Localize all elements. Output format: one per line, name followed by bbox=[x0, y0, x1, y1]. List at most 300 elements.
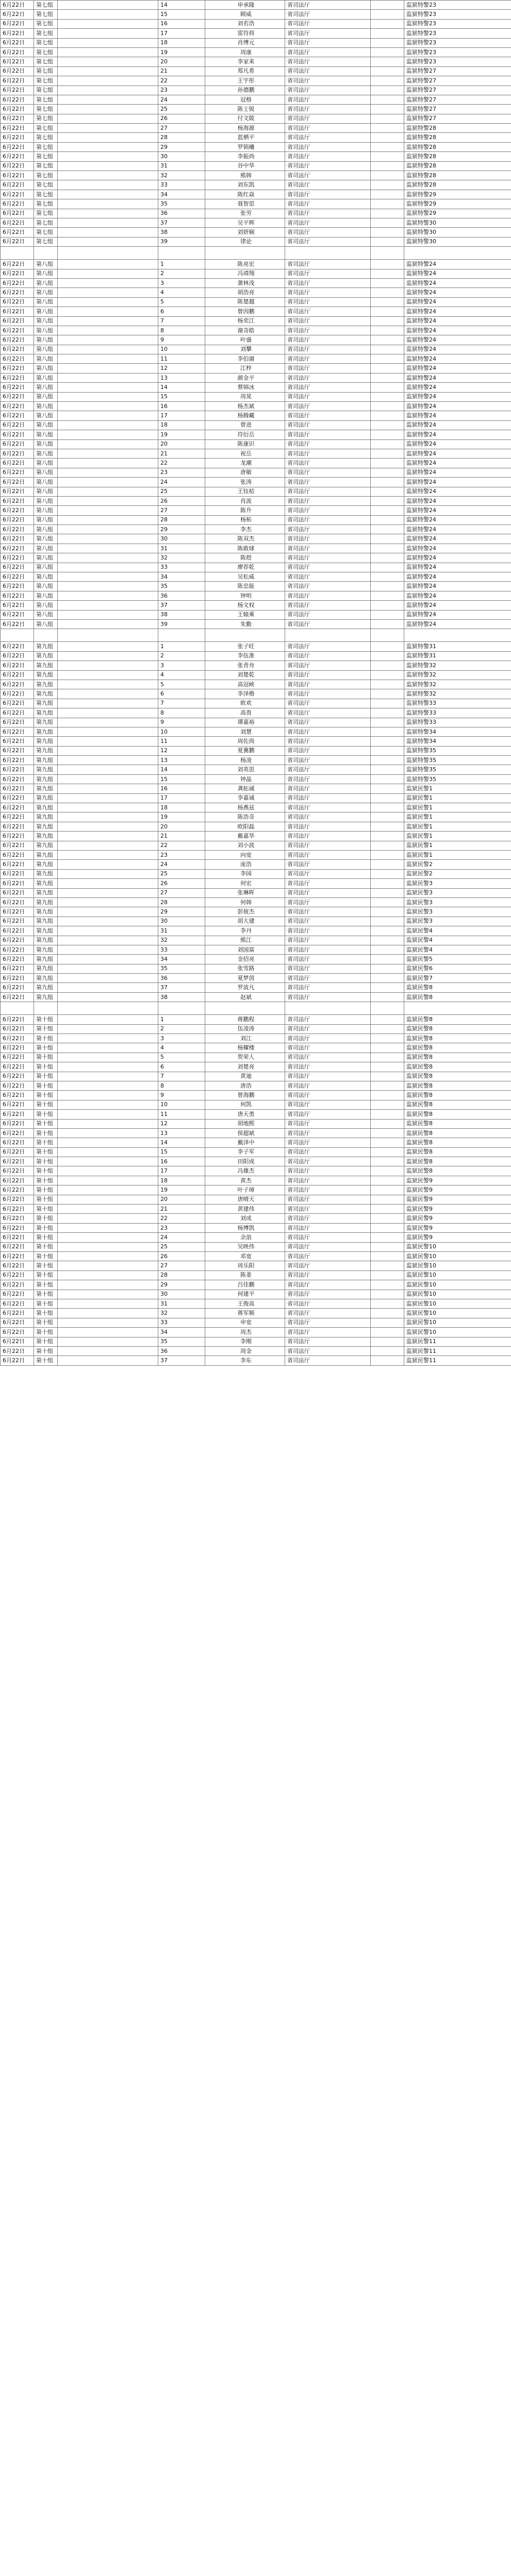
blank-cell bbox=[58, 478, 158, 487]
seat-number-cell: 24 bbox=[158, 95, 205, 104]
separator-cell bbox=[158, 629, 205, 642]
blank-cell bbox=[371, 784, 404, 793]
department-cell: 省司法厅 bbox=[285, 468, 371, 477]
group-cell: 第八组 bbox=[34, 525, 58, 534]
seat-number-cell: 13 bbox=[158, 373, 205, 382]
blank-cell bbox=[58, 572, 158, 582]
blank-cell bbox=[58, 1223, 158, 1232]
group-cell: 第九组 bbox=[34, 860, 58, 869]
seat-number-cell: 23 bbox=[158, 1223, 205, 1232]
blank-cell bbox=[58, 468, 158, 477]
department-cell: 省司法厅 bbox=[285, 534, 371, 544]
table-row bbox=[1, 563, 511, 572]
group-cell: 第七组 bbox=[34, 66, 58, 76]
person-name-cell: 刘东凯 bbox=[205, 180, 285, 190]
blank-cell bbox=[58, 1043, 158, 1053]
group-cell: 第九组 bbox=[34, 832, 58, 841]
blank-cell bbox=[371, 765, 404, 774]
table-row bbox=[1, 832, 511, 841]
department-cell: 省司法厅 bbox=[285, 661, 371, 670]
group-separator-row bbox=[1, 247, 511, 260]
date-cell: 6月22日 bbox=[1, 718, 34, 727]
person-name-cell: 刘小波 bbox=[205, 841, 285, 850]
table-row bbox=[1, 841, 511, 850]
group-cell: 第十组 bbox=[34, 1309, 58, 1318]
seat-number-cell: 23 bbox=[158, 850, 205, 859]
blank-cell bbox=[58, 335, 158, 345]
seat-number-cell: 12 bbox=[158, 364, 205, 373]
person-name-cell: 龙潮 bbox=[205, 459, 285, 468]
department-cell: 省司法厅 bbox=[285, 1043, 371, 1053]
group-cell: 第九组 bbox=[34, 737, 58, 746]
table-row bbox=[1, 553, 511, 563]
blank-cell bbox=[371, 297, 404, 307]
person-name-cell: 夏梦茵 bbox=[205, 974, 285, 983]
date-cell: 6月22日 bbox=[1, 1205, 34, 1214]
blank-cell bbox=[58, 1270, 158, 1280]
position-cell: 监狱特警23 bbox=[404, 47, 511, 57]
department-cell: 省司法厅 bbox=[285, 124, 371, 133]
table-row bbox=[1, 29, 511, 38]
table-row bbox=[1, 1072, 511, 1081]
date-cell: 6月22日 bbox=[1, 850, 34, 859]
position-cell: 监狱特警29 bbox=[404, 190, 511, 199]
seat-number-cell: 30 bbox=[158, 1290, 205, 1299]
person-name-cell: 吴平辉 bbox=[205, 218, 285, 227]
position-cell: 监狱特警24 bbox=[404, 610, 511, 619]
date-cell: 6月22日 bbox=[1, 1062, 34, 1072]
date-cell: 6月22日 bbox=[1, 1053, 34, 1062]
date-cell: 6月22日 bbox=[1, 307, 34, 316]
group-cell: 第九组 bbox=[34, 651, 58, 660]
position-cell: 监狱民警3 bbox=[404, 907, 511, 917]
date-cell: 6月22日 bbox=[1, 737, 34, 746]
blank-cell bbox=[58, 803, 158, 812]
blank-cell bbox=[371, 572, 404, 582]
department-cell: 省司法厅 bbox=[285, 1318, 371, 1327]
table-row bbox=[1, 199, 511, 209]
seat-number-cell: 27 bbox=[158, 888, 205, 897]
date-cell: 6月22日 bbox=[1, 670, 34, 680]
department-cell: 省司法厅 bbox=[285, 316, 371, 326]
table-row bbox=[1, 411, 511, 420]
table-row bbox=[1, 1318, 511, 1327]
group-cell: 第十组 bbox=[34, 1242, 58, 1251]
seat-number-cell: 13 bbox=[158, 756, 205, 765]
person-name-cell: 欧欢 bbox=[205, 699, 285, 708]
department-cell: 省司法厅 bbox=[285, 1205, 371, 1214]
seat-number-cell: 22 bbox=[158, 76, 205, 86]
date-cell: 6月22日 bbox=[1, 689, 34, 699]
person-name-cell: 陈煜 bbox=[205, 553, 285, 563]
date-cell: 6月22日 bbox=[1, 1346, 34, 1355]
department-cell: 省司法厅 bbox=[285, 591, 371, 600]
table-row bbox=[1, 10, 511, 19]
blank-cell bbox=[58, 1356, 158, 1365]
blank-cell bbox=[58, 774, 158, 784]
seat-number-cell: 14 bbox=[158, 765, 205, 774]
department-cell: 省司法厅 bbox=[285, 936, 371, 945]
table-row bbox=[1, 430, 511, 439]
table-row bbox=[1, 1100, 511, 1109]
blank-cell bbox=[371, 1015, 404, 1024]
blank-cell bbox=[371, 936, 404, 945]
person-name-cell: 彭彼杰 bbox=[205, 907, 285, 917]
department-cell: 省司法厅 bbox=[285, 718, 371, 727]
seat-number-cell: 25 bbox=[158, 1242, 205, 1251]
blank-cell bbox=[371, 1072, 404, 1081]
seat-number-cell: 1 bbox=[158, 642, 205, 651]
person-name-cell: 杨燕兹 bbox=[205, 803, 285, 812]
separator-cell bbox=[371, 1002, 404, 1015]
person-name-cell: 冯雄杰 bbox=[205, 1166, 285, 1176]
position-cell: 监狱民警5 bbox=[404, 955, 511, 964]
department-cell: 省司法厅 bbox=[285, 1176, 371, 1185]
seat-number-cell: 33 bbox=[158, 180, 205, 190]
group-cell: 第九组 bbox=[34, 699, 58, 708]
group-cell: 第八组 bbox=[34, 307, 58, 316]
blank-cell bbox=[371, 1356, 404, 1365]
blank-cell bbox=[58, 897, 158, 907]
seat-number-cell: 4 bbox=[158, 670, 205, 680]
seat-number-cell: 30 bbox=[158, 152, 205, 161]
person-name-cell: 陈升 bbox=[205, 506, 285, 515]
blank-cell bbox=[58, 582, 158, 591]
blank-cell bbox=[58, 1, 158, 10]
blank-cell bbox=[58, 699, 158, 708]
blank-cell bbox=[371, 180, 404, 190]
person-name-cell: 曾进 bbox=[205, 420, 285, 430]
table-row bbox=[1, 897, 511, 907]
department-cell: 省司法厅 bbox=[285, 841, 371, 850]
date-cell: 6月22日 bbox=[1, 161, 34, 171]
blank-cell bbox=[371, 670, 404, 680]
blank-cell bbox=[371, 708, 404, 718]
table-row bbox=[1, 260, 511, 269]
date-cell: 6月22日 bbox=[1, 1318, 34, 1327]
date-cell: 6月22日 bbox=[1, 373, 34, 382]
person-name-cell: 廖荐乾 bbox=[205, 563, 285, 572]
person-name-cell: 叶子璋 bbox=[205, 1185, 285, 1195]
department-cell: 省司法厅 bbox=[285, 1015, 371, 1024]
position-cell: 监狱特警24 bbox=[404, 345, 511, 354]
department-cell: 省司法厅 bbox=[285, 487, 371, 496]
position-cell: 监狱特警28 bbox=[404, 142, 511, 151]
table-row bbox=[1, 449, 511, 458]
position-cell: 监狱民警2 bbox=[404, 860, 511, 869]
date-cell: 6月22日 bbox=[1, 563, 34, 572]
group-cell: 第九组 bbox=[34, 926, 58, 936]
table-row bbox=[1, 1157, 511, 1166]
department-cell: 省司法厅 bbox=[285, 651, 371, 660]
separator-cell bbox=[205, 1002, 285, 1015]
blank-cell bbox=[371, 430, 404, 439]
department-cell: 省司法厅 bbox=[285, 888, 371, 897]
group-cell: 第七组 bbox=[34, 161, 58, 171]
separator-cell bbox=[158, 247, 205, 260]
table-row bbox=[1, 38, 511, 47]
person-name-cell: 侯超斌 bbox=[205, 1128, 285, 1138]
person-name-cell: 蓝栖平 bbox=[205, 133, 285, 142]
person-name-cell: 向宽 bbox=[205, 850, 285, 859]
blank-cell bbox=[371, 869, 404, 878]
group-cell: 第九组 bbox=[34, 746, 58, 755]
person-name-cell: 蒋鹏程 bbox=[205, 1015, 285, 1024]
department-cell: 省司法厅 bbox=[285, 439, 371, 449]
blank-cell bbox=[371, 974, 404, 983]
position-cell: 监狱特警27 bbox=[404, 95, 511, 104]
separator-cell bbox=[404, 1002, 511, 1015]
position-cell: 监狱特警33 bbox=[404, 708, 511, 718]
seat-number-cell: 36 bbox=[158, 1346, 205, 1355]
group-cell: 第八组 bbox=[34, 534, 58, 544]
seat-number-cell: 16 bbox=[158, 19, 205, 28]
blank-cell bbox=[371, 402, 404, 411]
date-cell: 6月22日 bbox=[1, 661, 34, 670]
seat-number-cell: 5 bbox=[158, 1053, 205, 1062]
blank-cell bbox=[371, 1091, 404, 1100]
person-name-cell: 唐浩 bbox=[205, 1081, 285, 1090]
blank-cell bbox=[58, 133, 158, 142]
date-cell: 6月22日 bbox=[1, 1290, 34, 1299]
seat-number-cell: 30 bbox=[158, 534, 205, 544]
date-cell: 6月22日 bbox=[1, 746, 34, 755]
group-cell: 第九组 bbox=[34, 869, 58, 878]
table-row bbox=[1, 822, 511, 831]
group-cell: 第九组 bbox=[34, 708, 58, 718]
position-cell: 监狱民警8 bbox=[404, 1110, 511, 1119]
department-cell: 省司法厅 bbox=[285, 411, 371, 420]
blank-cell bbox=[58, 718, 158, 727]
department-cell: 省司法厅 bbox=[285, 449, 371, 458]
date-cell: 6月22日 bbox=[1, 642, 34, 651]
position-cell: 监狱特警24 bbox=[404, 468, 511, 477]
table-row bbox=[1, 936, 511, 945]
table-row bbox=[1, 402, 511, 411]
table-row bbox=[1, 888, 511, 897]
position-cell: 监狱特警24 bbox=[404, 316, 511, 326]
person-name-cell: 贺荣人 bbox=[205, 1053, 285, 1062]
table-row bbox=[1, 737, 511, 746]
blank-cell bbox=[58, 209, 158, 218]
date-cell: 6月22日 bbox=[1, 1034, 34, 1043]
person-name-cell: 叶盛 bbox=[205, 335, 285, 345]
person-name-cell: 黄迪 bbox=[205, 1072, 285, 1081]
blank-cell bbox=[371, 1185, 404, 1195]
blank-cell bbox=[58, 1242, 158, 1251]
person-name-cell: 欧阳磊 bbox=[205, 822, 285, 831]
date-cell: 6月22日 bbox=[1, 620, 34, 629]
group-cell: 第八组 bbox=[34, 459, 58, 468]
person-name-cell: 李子军 bbox=[205, 1147, 285, 1157]
person-name-cell: 陈姜 bbox=[205, 1270, 285, 1280]
seat-number-cell: 19 bbox=[158, 1185, 205, 1195]
seat-number-cell: 31 bbox=[158, 1299, 205, 1308]
seat-number-cell: 3 bbox=[158, 661, 205, 670]
blank-cell bbox=[58, 1110, 158, 1119]
blank-cell bbox=[58, 670, 158, 680]
date-cell: 6月22日 bbox=[1, 680, 34, 689]
department-cell: 省司法厅 bbox=[285, 525, 371, 534]
department-cell: 省司法厅 bbox=[285, 983, 371, 992]
department-cell: 省司法厅 bbox=[285, 1261, 371, 1270]
position-cell: 监狱特警28 bbox=[404, 171, 511, 180]
position-cell: 监狱特警28 bbox=[404, 152, 511, 161]
table-row bbox=[1, 1043, 511, 1053]
group-cell: 第八组 bbox=[34, 487, 58, 496]
position-cell: 监狱民警8 bbox=[404, 1072, 511, 1081]
position-cell: 监狱民警1 bbox=[404, 812, 511, 822]
person-name-cell: 刘楚乾 bbox=[205, 670, 285, 680]
blank-cell bbox=[58, 57, 158, 66]
department-cell: 省司法厅 bbox=[285, 105, 371, 114]
person-name-cell: 吴映伟 bbox=[205, 1242, 285, 1251]
group-cell: 第九组 bbox=[34, 670, 58, 680]
position-cell: 监狱特警30 bbox=[404, 218, 511, 227]
blank-cell bbox=[58, 10, 158, 19]
group-cell: 第十组 bbox=[34, 1034, 58, 1043]
seat-number-cell: 28 bbox=[158, 515, 205, 524]
department-cell: 省司法厅 bbox=[285, 822, 371, 831]
blank-cell bbox=[371, 1337, 404, 1346]
group-cell: 第十组 bbox=[34, 1252, 58, 1261]
date-cell: 6月22日 bbox=[1, 591, 34, 600]
group-cell: 第十组 bbox=[34, 1346, 58, 1355]
person-name-cell: 曾因鹏 bbox=[205, 307, 285, 316]
date-cell: 6月22日 bbox=[1, 142, 34, 151]
date-cell: 6月22日 bbox=[1, 926, 34, 936]
table-row bbox=[1, 152, 511, 161]
position-cell: 监狱特警24 bbox=[404, 515, 511, 524]
blank-cell bbox=[58, 1100, 158, 1109]
group-cell: 第十组 bbox=[34, 1214, 58, 1223]
position-cell: 监狱民警8 bbox=[404, 1147, 511, 1157]
separator-cell bbox=[1, 247, 34, 260]
position-cell: 监狱特警34 bbox=[404, 737, 511, 746]
department-cell: 省司法厅 bbox=[285, 945, 371, 954]
blank-cell bbox=[371, 439, 404, 449]
group-cell: 第七组 bbox=[34, 152, 58, 161]
person-name-cell: 刘国富 bbox=[205, 945, 285, 954]
seat-number-cell: 33 bbox=[158, 945, 205, 954]
group-cell: 第七组 bbox=[34, 38, 58, 47]
table-row bbox=[1, 218, 511, 227]
position-cell: 监狱民警10 bbox=[404, 1261, 511, 1270]
blank-cell bbox=[371, 803, 404, 812]
person-name-cell: 谭嘉裕 bbox=[205, 718, 285, 727]
blank-cell bbox=[371, 1034, 404, 1043]
blank-cell bbox=[371, 10, 404, 19]
date-cell: 6月22日 bbox=[1, 1261, 34, 1270]
table-row bbox=[1, 1138, 511, 1147]
date-cell: 6月22日 bbox=[1, 869, 34, 878]
date-cell: 6月22日 bbox=[1, 1110, 34, 1119]
group-cell: 第八组 bbox=[34, 468, 58, 477]
date-cell: 6月22日 bbox=[1, 260, 34, 269]
blank-cell bbox=[371, 278, 404, 287]
department-cell: 省司法厅 bbox=[285, 1233, 371, 1242]
position-cell: 监狱特警24 bbox=[404, 430, 511, 439]
seat-number-cell: 34 bbox=[158, 572, 205, 582]
table-row bbox=[1, 86, 511, 95]
group-cell: 第九组 bbox=[34, 983, 58, 992]
seat-number-cell: 20 bbox=[158, 57, 205, 66]
group-cell: 第九组 bbox=[34, 897, 58, 907]
position-cell: 监狱民警8 bbox=[404, 1119, 511, 1128]
person-name-cell: 李刚 bbox=[205, 1337, 285, 1346]
seat-number-cell: 38 bbox=[158, 610, 205, 619]
date-cell: 6月22日 bbox=[1, 610, 34, 619]
seat-number-cell: 18 bbox=[158, 420, 205, 430]
department-cell: 省司法厅 bbox=[285, 199, 371, 209]
blank-cell bbox=[58, 945, 158, 954]
department-cell: 省司法厅 bbox=[285, 756, 371, 765]
blank-cell bbox=[58, 1081, 158, 1090]
table-row bbox=[1, 572, 511, 582]
person-name-cell: 何凯 bbox=[205, 1100, 285, 1109]
person-name-cell: 庞浩 bbox=[205, 860, 285, 869]
position-cell: 监狱民警9 bbox=[404, 1233, 511, 1242]
seat-number-cell: 30 bbox=[158, 917, 205, 926]
blank-cell bbox=[58, 345, 158, 354]
department-cell: 省司法厅 bbox=[285, 383, 371, 392]
group-cell: 第九组 bbox=[34, 661, 58, 670]
blank-cell bbox=[371, 19, 404, 28]
blank-cell bbox=[371, 534, 404, 544]
person-name-cell: 律论 bbox=[205, 237, 285, 246]
table-row bbox=[1, 1280, 511, 1290]
group-cell: 第七组 bbox=[34, 237, 58, 246]
blank-cell bbox=[58, 297, 158, 307]
group-cell: 第十组 bbox=[34, 1147, 58, 1157]
date-cell: 6月22日 bbox=[1, 1242, 34, 1251]
date-cell: 6月22日 bbox=[1, 1, 34, 10]
position-cell: 监狱民警8 bbox=[404, 1053, 511, 1062]
table-row bbox=[1, 237, 511, 246]
date-cell: 6月22日 bbox=[1, 727, 34, 736]
position-cell: 监狱特警33 bbox=[404, 718, 511, 727]
group-cell: 第八组 bbox=[34, 591, 58, 600]
seat-number-cell: 9 bbox=[158, 335, 205, 345]
date-cell: 6月22日 bbox=[1, 917, 34, 926]
blank-cell bbox=[371, 651, 404, 660]
position-cell: 监狱特警24 bbox=[404, 459, 511, 468]
seat-number-cell: 18 bbox=[158, 38, 205, 47]
group-cell: 第八组 bbox=[34, 496, 58, 505]
table-row bbox=[1, 620, 511, 629]
blank-cell bbox=[371, 95, 404, 104]
separator-cell bbox=[34, 1002, 58, 1015]
seat-number-cell: 6 bbox=[158, 689, 205, 699]
blank-cell bbox=[371, 601, 404, 610]
group-cell: 第十组 bbox=[34, 1337, 58, 1346]
seat-number-cell: 24 bbox=[158, 478, 205, 487]
blank-cell bbox=[58, 926, 158, 936]
seat-number-cell: 21 bbox=[158, 832, 205, 841]
position-cell: 监狱民警8 bbox=[404, 1081, 511, 1090]
position-cell: 监狱特警24 bbox=[404, 601, 511, 610]
blank-cell bbox=[371, 133, 404, 142]
blank-cell bbox=[58, 1290, 158, 1299]
person-name-cell: 戴泽中 bbox=[205, 1138, 285, 1147]
date-cell: 6月22日 bbox=[1, 1185, 34, 1195]
position-cell: 监狱特警28 bbox=[404, 161, 511, 171]
position-cell: 监狱特警24 bbox=[404, 260, 511, 269]
blank-cell bbox=[58, 812, 158, 822]
table-row bbox=[1, 793, 511, 803]
group-cell: 第七组 bbox=[34, 228, 58, 237]
department-cell: 省司法厅 bbox=[285, 1128, 371, 1138]
